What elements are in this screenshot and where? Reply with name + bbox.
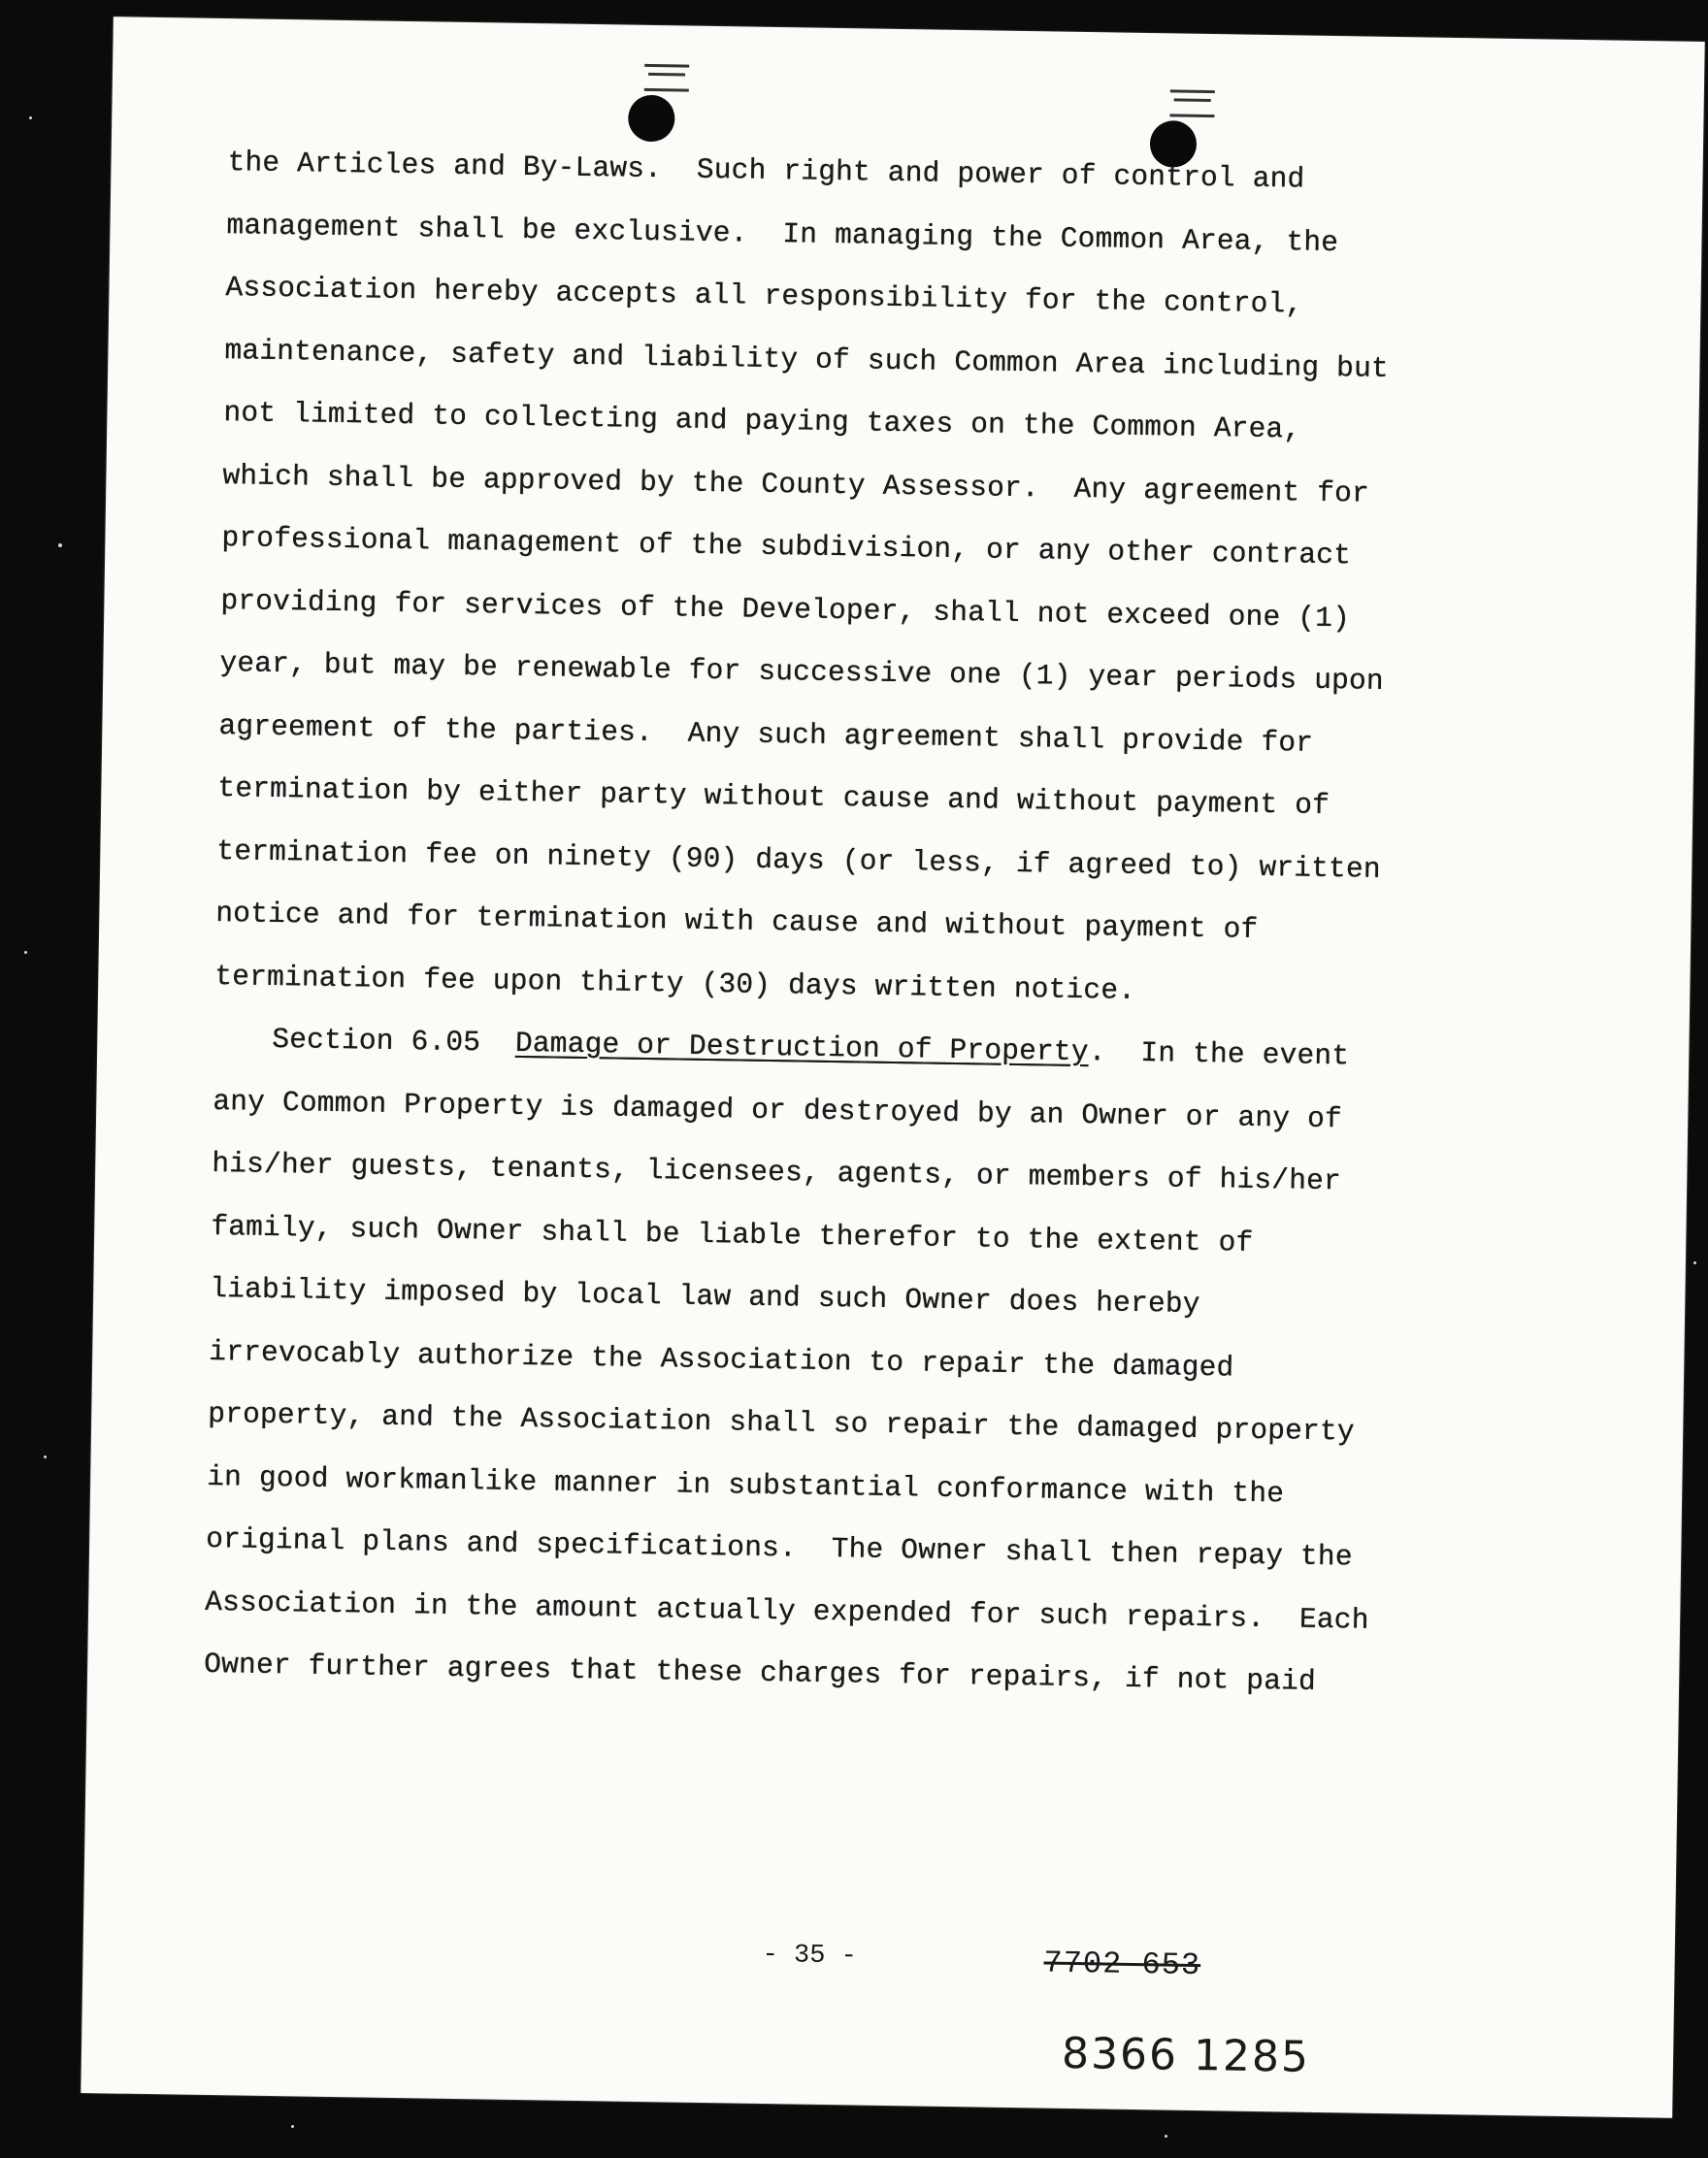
text-line: not limited to collecting and paying taxes on the Common Area, [223,396,1301,446]
scan-speck [1165,2135,1167,2138]
scan-speck [24,951,27,954]
document-body [204,131,1567,1717]
punch-hole-left [628,95,675,143]
old-book-page-reference: 7702 653 [1043,1945,1201,1984]
section-number: Section 6.05 [272,1022,481,1060]
text-line: original plans and specifications. The Owner shall then repay the [206,1521,1353,1574]
section-title: Damage or Destruction of Property [514,1026,1089,1069]
text-line: any Common Property is damaged or destroyed by an Owner or any of [213,1084,1343,1135]
text-line: providing for services of the Developer, shall not exceed one (1) [220,583,1351,635]
scan-speck [44,1455,47,1458]
text-line: termination fee upon thirty (30) days written notice. [214,959,1136,1007]
text-line: liability imposed by local law and such Owner does hereby [210,1271,1200,1322]
text-line: his/her guests, tenants, licensees, agents, or members of his/her [212,1146,1342,1198]
text-line: notice and for termination with cause and without payment of [215,897,1259,946]
text-line: termination by either party without cause and without payment of [217,771,1330,823]
text-line: the Articles and By-Laws. Such right and power of control and [227,146,1305,196]
text-line: Owner further agrees that these charges for repairs, if not paid [203,1647,1317,1698]
text-line: agreement of the parties. Any such agreement shall provide for [218,708,1314,760]
scan-speck [291,2125,294,2128]
scan-speck [1693,1261,1696,1264]
text-line: professional management of the subdivision, or any other contract [221,521,1352,572]
fastener-mark-left [644,64,689,92]
text-line: management shall be exclusive. In managing the Common Area, the [226,208,1339,259]
document-page [81,16,1704,2117]
text-line: Association hereby accepts all responsibility for the control, [225,271,1303,321]
section-first-line-rest: . In the event [1088,1035,1350,1073]
text-line: in good workmanlike manner in substantial conformance with the [207,1459,1285,1510]
text-line: year, but may be renewable for successive one (1) year periods upon [219,646,1385,698]
fastener-mark-right [1169,89,1214,117]
text-line: which shall be approved by the County Assessor. Any agreement for [222,458,1370,510]
text-line: family, such Owner shall be liable therefor to the extent of [211,1209,1254,1259]
text-line: termination fee on ninety (90) days (or less, if agreed to) written [216,834,1382,886]
text-line: Association in the amount actually expended for such repairs. Each [204,1585,1369,1637]
text-line: maintenance, safety and liability of such Common Area including but [224,333,1390,385]
text-line: irrevocably authorize the Association to repair the damaged [209,1334,1234,1385]
page-number: - 35 - [762,1941,858,1972]
book-page-reference: 8366 1285 [1061,2028,1311,2082]
text-line: property, and the Association shall so repair the damaged property [208,1396,1356,1449]
scan-speck [58,543,62,547]
scan-speck [29,116,32,119]
